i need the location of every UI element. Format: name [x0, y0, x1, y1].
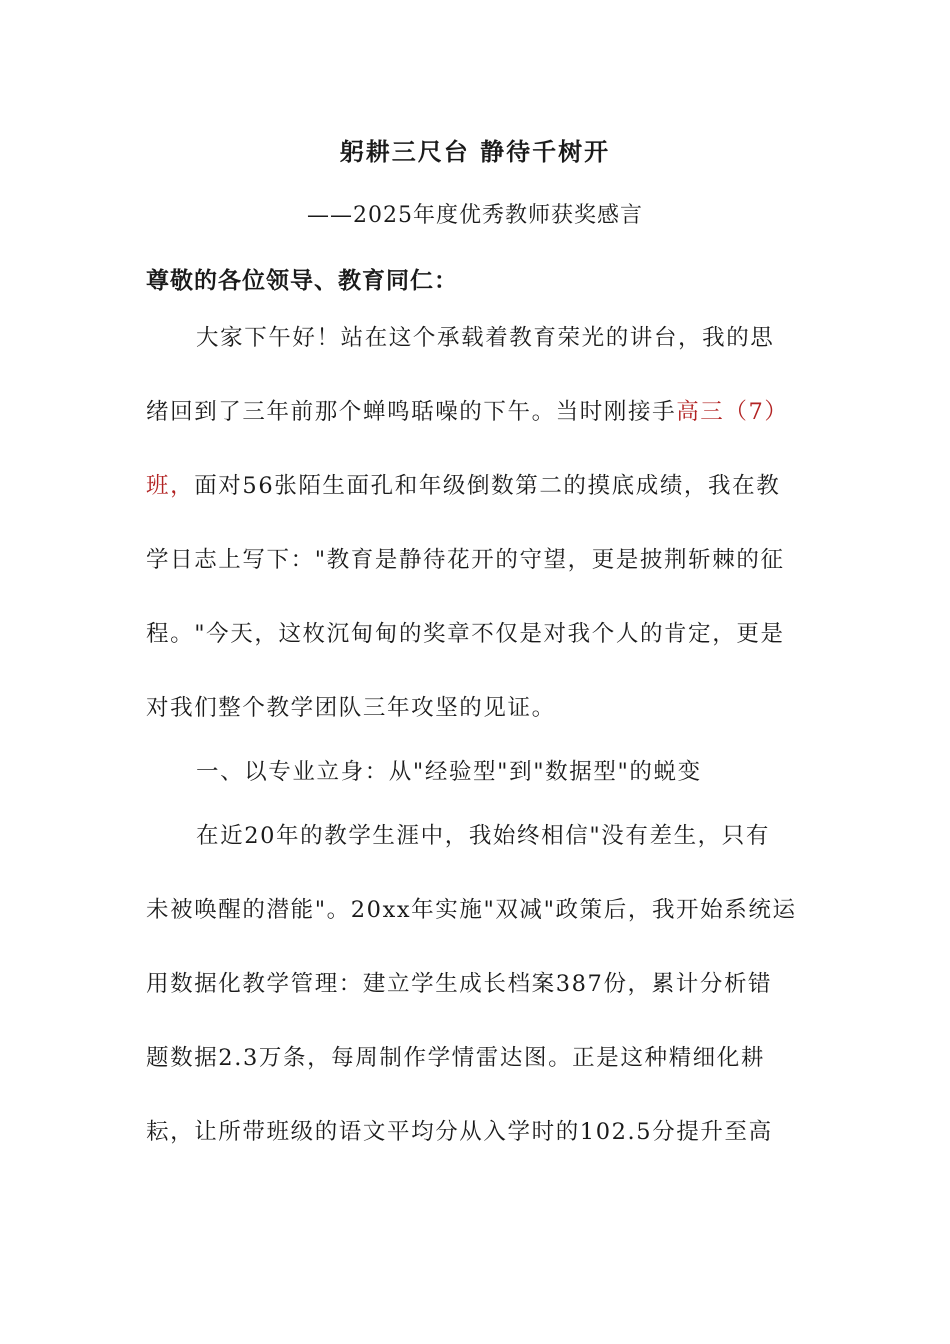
- text-line: 学日志上写下："教育是静待花开的守望，更是披荆斩棘的征: [146, 547, 785, 573]
- document-title: 躬耕三尺台 静待千树开: [339, 137, 611, 166]
- text-span: 面对56张陌生面孔和年级倒数第二的摸底成绩，我在教: [194, 473, 781, 499]
- text-line: [146, 392, 808, 466]
- document-subtitle: ——2025年度优秀教师获奖感言: [307, 203, 643, 228]
- text-line: 题数据2.3万条，每周制作学情雷达图。正是这种精细化耕: [146, 1045, 765, 1071]
- text-line: 对我们整个教学团队三年攻坚的见证。: [146, 695, 556, 721]
- highlighted-class-name: 高三（7）: [676, 399, 789, 425]
- text-line: [146, 466, 808, 540]
- section-heading-text: 一、以专业立身：从"经验型"到"数据型"的蜕变: [196, 759, 702, 785]
- text-line: 未被唤醒的潜能"。20xx年实施"双减"政策后，我开始系统运: [146, 897, 797, 923]
- text-span: 绪回到了三年前那个蝉鸣聒噪的下午。当时刚接手: [146, 399, 677, 425]
- text-line: 耘，让所带班级的语文平均分从入学时的102.5分提升至高: [146, 1119, 773, 1145]
- text-line: 大家下午好！站在这个承载着教育荣光的讲台，我的思: [196, 325, 775, 351]
- section-heading: [146, 752, 808, 826]
- salutation: 尊敬的各位领导、教育同仁：: [146, 267, 458, 294]
- text-line: 程。"今天，这枚沉甸甸的奖章不仅是对我个人的肯定，更是: [146, 621, 785, 647]
- paragraph-section1: [146, 816, 808, 1186]
- text-line: 用数据化教学管理：建立学生成长档案387份，累计分析错: [146, 971, 773, 997]
- highlighted-class-suffix: 班，: [146, 473, 195, 499]
- paragraph-opening: [146, 318, 808, 762]
- text-line: 在近20年的教学生涯中，我始终相信"没有差生，只有: [196, 823, 770, 849]
